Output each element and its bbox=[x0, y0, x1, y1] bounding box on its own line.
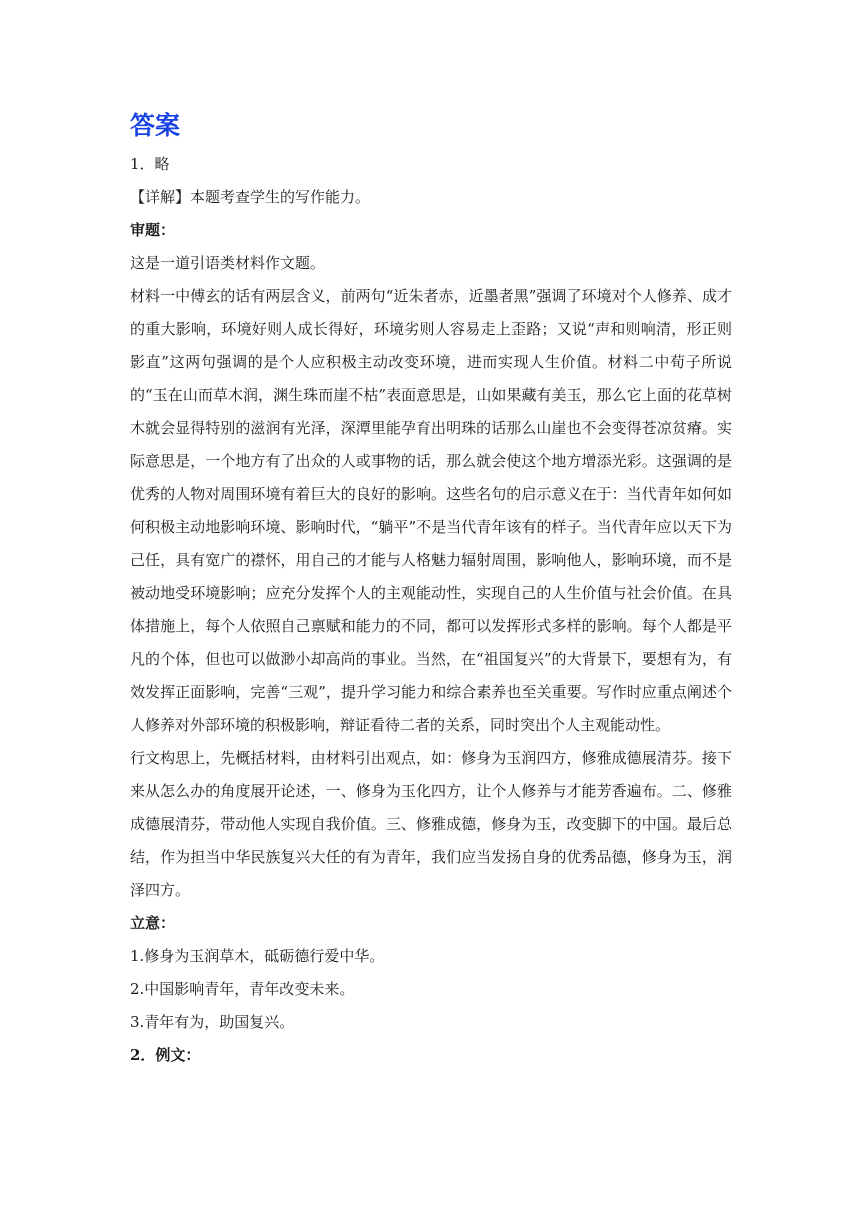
document-page bbox=[130, 106, 732, 1072]
structure-paragraph: 行文构思上，先概括材料，由材料引出观点，如：修身为玉润四方，修雅成德展清芬。接下来从怎么办的角度展开论述，一、修身为玉化四方，让个人修养与才能芳香遍布。二、修雅成德展清芬，带动他人实现自我价值。三、修雅成德，修身为玉，改变脚下的中国。最后总结，作为担当中华民族复兴大任的有为青年，我们应当发扬自身的优秀品德，修身为玉，润泽四方。 bbox=[130, 749, 732, 899]
idea-item: 3.青年有为，助国复兴。 bbox=[130, 1013, 295, 1031]
analysis-paragraph: 材料一中傅玄的话有两层含义，前两句“近朱者赤，近墨者黑”强调了环境对个人修养、成才的重大影响，环境好则人成长得好，环境劣则人容易走上歪路；又说“声和则响清，形正则影直”这两句强调的是个人应积极主动改变环境，进而实现人生价值。材料二中荀子所说的“玉在山而草木润，渊生珠而崖不枯”表面意思是，山如果藏有美玉，那么它上面的花草树木就会显得特别的滋润有光泽，深潭里能孕育出明珠的话那么山崖也不会变得苍凉贫瘠。实际意思是，一个地方有了出众的人或事物的话，那么就会使这个地方增添光彩。这强调的是优秀的人物对周围环境有着巨大的良好的影响。这些名句的启示意义在于：当代青年如何如何积极主动地影响环境、影响时代，“躺平”不是当代青年该有的样子。当代青年应以天下为己任，具有宽广的襟怀，用自己的才能与人格魅力辐射周围，影响他人，影响环境，而不是被动地受环境影响；应充分发挥个人的主观能动性，实现自己的人生价值与社会价值。在具体措施上，每个人依照自己禀赋和能力的不同，都可以发挥形式多样的影响。每个人都是平凡的个体，但也可以做渺小却高尚的事业。当然，在“祖国复兴”的大背景下，要想有为，有效发挥正面影响，完善“三观”，提升学习能力和综合素养也至关重要。写作时应重点阐述个人修养对外部环境的积极影响，辩证看待二者的关系，同时突出个人主观能动性。 bbox=[130, 287, 732, 734]
idea-item: 2.中国影响青年，青年改变未来。 bbox=[130, 980, 355, 998]
detail-line: 【详解】本题考查学生的写作能力。 bbox=[130, 188, 371, 206]
item-2-label: 2．例文： bbox=[130, 1046, 201, 1064]
idea-item: 1.修身为玉润草木，砥砺德行爱中华。 bbox=[130, 947, 385, 965]
liyi-label: 立意： bbox=[130, 914, 176, 932]
shenti-label: 审题： bbox=[130, 221, 176, 239]
item-1-label: 1．略 bbox=[130, 155, 170, 173]
intro-line: 这是一道引语类材料作文题。 bbox=[130, 254, 326, 272]
answer-heading: 答案 bbox=[130, 111, 181, 140]
